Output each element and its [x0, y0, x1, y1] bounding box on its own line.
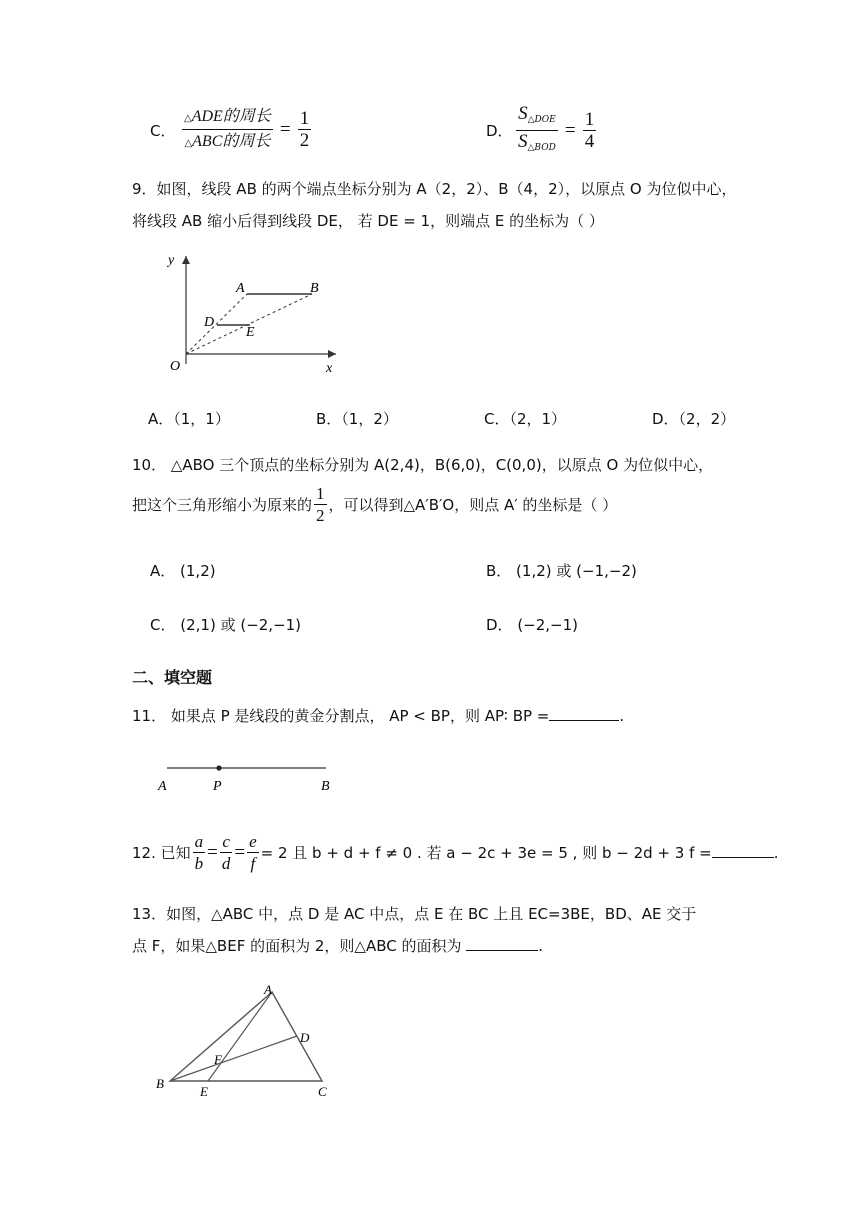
point-b-label: B — [156, 1076, 164, 1091]
q9-line1: 9．如图，线段 AB 的两个端点坐标分别为 A（2，2）、B（4，2），以原点 O 为位似中心， — [132, 180, 737, 198]
section-title: 二、填空题 — [132, 668, 213, 687]
origin-label: O — [170, 359, 181, 374]
q12-fraction-cd: $\frac{c}{d}$ — [221, 832, 231, 873]
point-e-label: E — [246, 325, 255, 340]
x-label: x — [326, 361, 333, 376]
point-a-label: A — [236, 281, 245, 296]
q10-option-a[interactable]: A． (1,2) — [150, 562, 216, 580]
q13-figure — [150, 978, 350, 1103]
q10-option-d[interactable]: D． (−2,−1) — [486, 616, 579, 634]
q12-fraction-ef: $\frac{e}{f}$ — [249, 832, 257, 873]
option-c-rhs: $\frac{1}{2}$ — [299, 108, 310, 151]
x-axis-arrow — [328, 350, 336, 358]
option-c-fraction: $\frac{\text{△ADE的周长}}{\text{△ABC的周长}}$ — [184, 108, 271, 150]
q9-option-a[interactable]: A．（1，1） — [148, 410, 230, 428]
point-p — [216, 765, 221, 770]
q9-option-c[interactable]: C．（2，1） — [484, 410, 567, 428]
q13-answer-blank[interactable] — [466, 934, 538, 951]
y-label: y — [168, 253, 175, 268]
point-b-label: B — [310, 281, 319, 296]
point-a-label: A — [158, 779, 167, 794]
q11-answer-blank[interactable] — [549, 704, 619, 721]
option-c-denominator: ABC的周长 — [192, 133, 271, 150]
option-c-formula: $\frac{\text{△ADE的周长}}{\text{△ABC的周长}}$ = $\frac{1}{2}$ — [180, 106, 313, 155]
point-d-label: D — [300, 1030, 310, 1045]
point-f-label: F — [214, 1052, 222, 1067]
q10-line1: 10． △ABO 三个顶点的坐标分别为 A(2,4)，B(6,0)，C(0,0)，以原点 O 为位似中心， — [132, 456, 714, 474]
q12-answer-blank[interactable] — [712, 841, 774, 858]
q13-line1: 13．如图，△ABC 中，点 D 是 AC 中点，点 E 在 BC 上且 EC=3BE，BD、AE 交于 — [132, 905, 697, 923]
y-axis-arrow — [182, 256, 190, 264]
q9-line2: 将线段 AB 缩小后得到线段 DE， 若 DE = 1，则端点 E 的坐标为（ ） — [132, 212, 604, 230]
q9-option-d[interactable]: D．（2，2） — [652, 410, 736, 428]
option-d-formula: $\frac{S_{\triangle DOE}}{S_{\triangle BOD}}$ = $\frac{1}{4}$ — [514, 104, 598, 159]
option-d-fraction: $\frac{S_{\triangle DOE}}{S_{\triangle BOD}}$ — [518, 103, 556, 153]
q12-text: 12. 已知 $\frac{a}{b}$ = $\frac{c}{d}$ = $\frac{e}{f}$ = 2 且 b + d + f ≠ 0 . 若 a − 2c + 3e = 5 , 则 b − 2d + 3 f = . — [132, 832, 779, 873]
segment-bd — [170, 1036, 297, 1081]
q10-fraction: $\frac{1}{2}$ — [316, 484, 325, 525]
point-b-label: B — [321, 779, 330, 794]
q10-option-b[interactable]: B． (1,2) 或 (−1,−2) — [486, 562, 637, 580]
q10-option-c[interactable]: C． (2,1) 或 (−2,−1) — [150, 616, 302, 634]
option-c-numerator: ADE的周长 — [191, 108, 271, 125]
q11-text: 11． 如果点 P 是线段的黄金分割点， AP < BP，则 AP∶ BP = . — [132, 704, 624, 726]
q12-fraction-ab: $\frac{a}{b}$ — [194, 832, 204, 873]
q9-option-b[interactable]: B．（1，2） — [316, 410, 398, 428]
point-a-label: A — [264, 982, 272, 997]
point-p-label: P — [213, 779, 222, 794]
point-d-label: D — [204, 315, 215, 330]
point-e-label: E — [200, 1084, 208, 1099]
q11-figure — [150, 756, 350, 796]
option-d-rhs: $\frac{1}{4}$ — [584, 109, 595, 152]
q10-line2: 把这个三角形缩小为原来的 $\frac{1}{2}$ ，可以得到△A′B′O，则点 A′ 的坐标是（ ） — [132, 484, 618, 525]
option-d-label: D． — [486, 122, 513, 140]
segment-ae — [208, 992, 272, 1081]
q9-figure — [150, 248, 350, 378]
q13-line2: 点 F，如果△BEF 的面积为 2，则△ABC 的面积为 . — [132, 934, 543, 956]
point-c-label: C — [318, 1084, 327, 1099]
dashed-oa — [186, 294, 247, 354]
option-c-label: C． — [150, 122, 176, 140]
